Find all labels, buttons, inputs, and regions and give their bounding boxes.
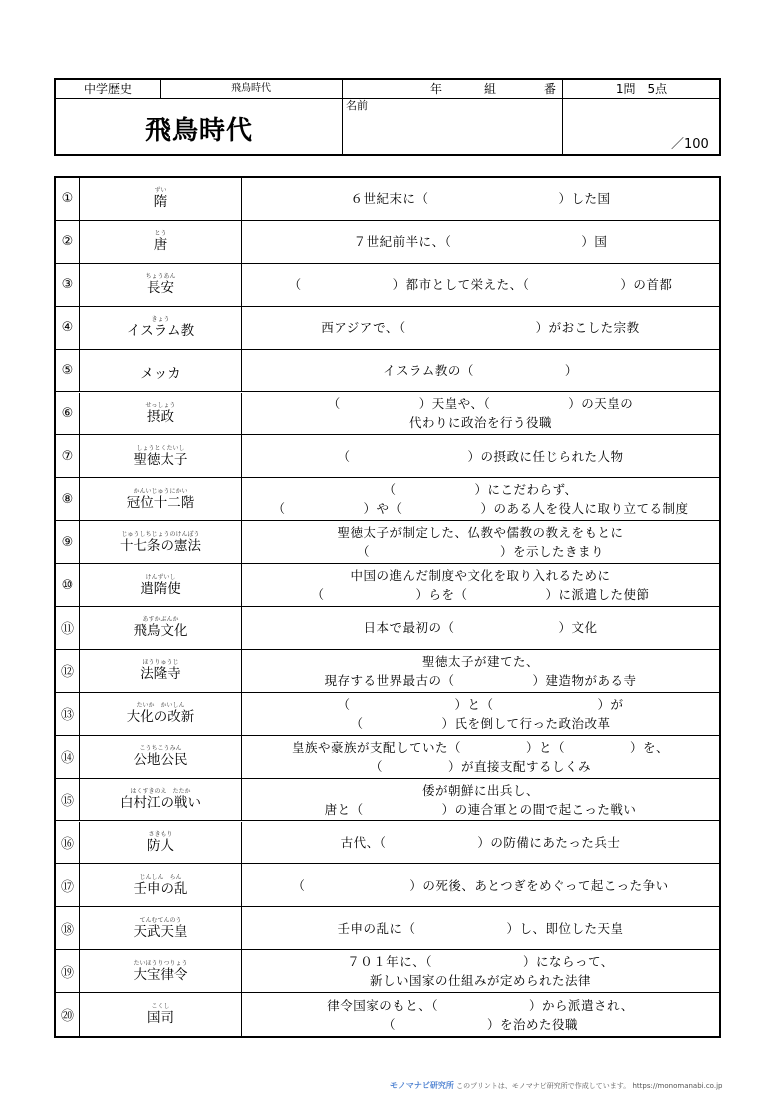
term-cell <box>80 907 242 949</box>
question-number: ④ <box>56 307 80 349</box>
term-word: 公地公民 <box>133 752 188 769</box>
question-row <box>56 393 719 436</box>
question-number: ⑰ <box>56 864 80 906</box>
description-line: 皇族や豪族が支配していた（ ）と（ ）を、 <box>291 739 669 755</box>
description-cell <box>242 779 719 821</box>
description-line: （ ）天皇や、（ ）の天皇の <box>327 396 634 412</box>
term-word: 十七条の憲法 <box>120 537 201 554</box>
term-cell <box>80 350 242 392</box>
question-table <box>54 176 721 1038</box>
description-cell <box>242 221 719 263</box>
question-row <box>56 350 719 393</box>
term-ruby: しょうとくたいし <box>136 444 185 452</box>
term-cell <box>80 221 242 263</box>
term-ruby: せっしょう <box>145 401 176 409</box>
term-word: 摂政 <box>147 408 174 425</box>
number-label: 番 <box>543 82 556 96</box>
question-number: ⑯ <box>56 822 80 864</box>
question-number: ⑮ <box>56 779 80 821</box>
term-ruby: ほうりゅうじ <box>142 659 179 667</box>
term-cell <box>80 607 242 649</box>
score-note: 1問 5点 <box>615 82 668 96</box>
description-line: 新しい国家の仕組みが定められた法律 <box>369 973 591 989</box>
term-ruby: たいか かいしん <box>136 702 185 710</box>
term-word: 壬申の乱 <box>133 880 188 897</box>
header-box <box>54 78 721 156</box>
question-row <box>56 521 719 564</box>
description-line: 聖徳太子が制定した、仏教や儒教の教えをもとに <box>337 525 624 541</box>
description-line: 唐と（ ）の連合軍との間で起こった戦い <box>324 801 637 817</box>
footer <box>390 1080 722 1091</box>
term-cell <box>80 521 242 563</box>
description-line: 倭が朝鮮に出兵し、 <box>421 782 539 798</box>
description-cell <box>242 435 719 477</box>
question-number: ⑤ <box>56 350 80 392</box>
term-cell <box>80 307 242 349</box>
term-cell <box>80 264 242 306</box>
term-ruby: はくすきのえ たたか <box>130 788 191 796</box>
term-word: 大宝律令 <box>133 966 188 983</box>
term-cell <box>80 650 242 692</box>
term-ruby: てんむてんのう <box>139 916 182 924</box>
term-cell <box>80 693 242 735</box>
description-line: 律令国家のもと、（ ）から派遣され、 <box>327 997 634 1013</box>
question-row <box>56 993 719 1036</box>
term-cell <box>80 993 242 1036</box>
description-line: （ ）と（ ）が <box>337 696 624 712</box>
description-line: ６世紀末に（ ）した国 <box>350 191 611 207</box>
term-word: 聖徳太子 <box>133 451 188 468</box>
description-line: 聖徳太子が建てた、 <box>421 653 539 669</box>
term-ruby: ちょうあん <box>145 273 176 281</box>
term-cell <box>80 178 242 220</box>
description-line: （ ）を治めた役職 <box>382 1016 578 1032</box>
question-row <box>56 779 719 822</box>
term-ruby: じんしん らん <box>139 873 182 881</box>
question-row <box>56 950 719 993</box>
subject-label: 中学歴史 <box>83 82 132 96</box>
brand-logo: モノマナビ研究所 <box>390 1081 454 1090</box>
description-line: ７世紀前半に、（ ）国 <box>353 234 608 250</box>
description-line: （ ）らを（ ）に派遣した使節 <box>311 587 650 603</box>
description-line: 西アジアで、（ ）がおこした宗教 <box>321 320 640 336</box>
description-cell <box>242 864 719 906</box>
description-line: 代わりに政治を行う役職 <box>408 415 552 431</box>
description-cell <box>242 607 719 649</box>
description-cell <box>242 264 719 306</box>
term-ruby: ずい <box>154 187 167 195</box>
term-ruby: けんずいし <box>145 573 176 581</box>
term-cell <box>80 393 242 435</box>
question-row <box>56 736 719 779</box>
term-word: 唐 <box>153 237 168 254</box>
description-line: 壬申の乱に（ ）し、即位した天皇 <box>337 920 624 936</box>
question-row <box>56 607 719 650</box>
question-row <box>56 864 719 907</box>
term-word: 法隆寺 <box>140 666 181 683</box>
description-cell <box>242 564 719 606</box>
footer-text: このプリントは、モノマナビ研究所で作成しています。 https://monomanabi.co.jp <box>456 1082 723 1090</box>
term-ruby: こうちこうみん <box>139 745 182 753</box>
question-number: ⑭ <box>56 736 80 778</box>
term-ruby: さきもり <box>148 830 173 838</box>
description-line: ７０１年に、（ ）にならって、 <box>347 954 614 970</box>
term-ruby: じゅうしちじょうのけんぽう <box>121 530 200 538</box>
description-line: （ ）都市として栄えた、（ ）の首都 <box>288 277 673 293</box>
description-line: （ ）氏を倒して行った政治改革 <box>350 715 611 731</box>
score-total: ／100 <box>671 137 709 152</box>
question-number: ⑦ <box>56 435 80 477</box>
term-cell <box>80 822 242 864</box>
question-number: ⑫ <box>56 650 80 692</box>
term-ruby: あすかぶんか <box>142 616 179 624</box>
term-cell <box>80 779 242 821</box>
term-word: 国司 <box>147 1010 174 1027</box>
name-label: 名前 <box>346 99 368 112</box>
term-ruby: かんいじゅうにかい <box>133 487 188 495</box>
description-cell <box>242 178 719 220</box>
description-cell <box>242 907 719 949</box>
term-cell <box>80 435 242 477</box>
question-number: ⑥ <box>56 393 80 435</box>
question-number: ⑲ <box>56 950 80 992</box>
term-cell <box>80 736 242 778</box>
description-line: 古代、（ ）の防備にあたった兵士 <box>340 834 621 850</box>
page-title: 飛鳥時代 <box>144 116 253 146</box>
term-ruby: とう <box>154 230 167 238</box>
term-word: 天武天皇 <box>133 923 188 940</box>
description-cell <box>242 950 719 992</box>
question-row <box>56 693 719 736</box>
term-cell <box>80 564 242 606</box>
term-word: 隋 <box>153 194 168 211</box>
question-row <box>56 221 719 264</box>
description-line: （ ）が直接支配するしくみ <box>369 758 591 774</box>
term-word: 冠位十二階 <box>126 494 195 511</box>
question-number: ⑳ <box>56 993 80 1036</box>
term-cell <box>80 864 242 906</box>
topic-small-label: 飛鳥時代 <box>231 83 271 94</box>
question-number: ⑧ <box>56 478 80 520</box>
question-number: ⑱ <box>56 907 80 949</box>
description-cell <box>242 307 719 349</box>
description-line: イスラム教の（ ） <box>383 363 578 379</box>
question-row <box>56 650 719 693</box>
description-line: （ ）の摂政に任じられた人物 <box>337 448 624 464</box>
question-row <box>56 307 719 350</box>
description-line: （ ）や（ ）のある人を役人に取り立てる制度 <box>272 501 689 517</box>
term-word: 長安 <box>147 280 174 297</box>
question-row <box>56 178 719 221</box>
question-row <box>56 907 719 950</box>
description-line: （ ）を示したきまり <box>356 544 604 560</box>
term-word: 防人 <box>147 837 174 854</box>
question-row <box>56 264 719 307</box>
description-line: （ ）にこだわらず、 <box>383 482 578 498</box>
description-cell <box>242 822 719 864</box>
term-word: 白村江の戦い <box>120 795 201 812</box>
question-row <box>56 435 719 478</box>
description-line: 現存する世界最古の（ ）建造物がある寺 <box>324 672 637 688</box>
description-line: （ ）の死後、あとつぎをめぐって起こった争い <box>292 877 669 893</box>
question-number: ③ <box>56 264 80 306</box>
question-number: ② <box>56 221 80 263</box>
description-cell <box>242 478 719 520</box>
term-word: 大化の改新 <box>126 709 195 726</box>
description-line: 中国の進んだ制度や文化を取り入れるために <box>350 568 611 584</box>
description-cell <box>242 350 719 392</box>
term-ruby: きょう <box>151 316 170 324</box>
description-cell <box>242 521 719 563</box>
question-number: ⑪ <box>56 607 80 649</box>
question-row <box>56 822 719 865</box>
question-number: ⑩ <box>56 564 80 606</box>
question-row <box>56 564 719 607</box>
description-cell <box>242 650 719 692</box>
term-word: 遣隋使 <box>140 580 181 597</box>
description-line: 日本で最初の（ ）文化 <box>363 620 598 636</box>
question-number: ① <box>56 178 80 220</box>
term-cell <box>80 950 242 992</box>
question-number: ⑬ <box>56 693 80 735</box>
description-cell <box>242 393 719 435</box>
class-label: 組 <box>483 82 496 96</box>
term-cell <box>80 478 242 520</box>
question-row <box>56 478 719 521</box>
term-word: 飛鳥文化 <box>133 623 188 640</box>
description-cell <box>242 693 719 735</box>
term-word: メッカ <box>140 366 181 383</box>
term-word: イスラム教 <box>126 323 195 340</box>
term-ruby: こくし <box>151 1003 170 1011</box>
term-ruby: たいほうりつりょう <box>133 959 188 967</box>
year-label: 年 <box>429 82 442 96</box>
description-cell <box>242 993 719 1036</box>
question-number: ⑨ <box>56 521 80 563</box>
description-cell <box>242 736 719 778</box>
